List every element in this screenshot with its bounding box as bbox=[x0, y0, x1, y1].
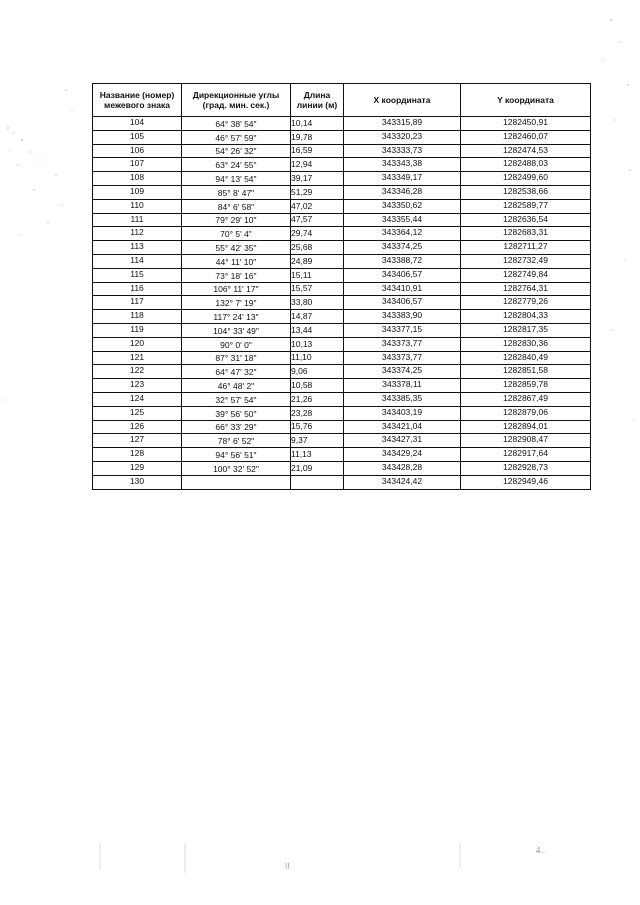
table-row bbox=[93, 130, 591, 144]
y-coordinate: 1282894,01 bbox=[461, 420, 591, 434]
direction-angle: 55° 42' 35" bbox=[182, 241, 291, 255]
header-angle bbox=[182, 84, 291, 117]
line-length: 25,68 bbox=[291, 241, 344, 255]
line-length: 29,74 bbox=[291, 227, 344, 241]
table-row bbox=[93, 365, 591, 379]
line-length: 10,13 bbox=[291, 337, 344, 351]
boundary-mark-name: 114 bbox=[93, 254, 182, 268]
y-coordinate: 1282450,91 bbox=[461, 117, 591, 131]
line-length: 24,89 bbox=[291, 254, 344, 268]
header-length-line2: линии (м) bbox=[296, 100, 338, 110]
line-length: 47,57 bbox=[291, 213, 344, 227]
boundary-mark-name: 109 bbox=[93, 185, 182, 199]
direction-angle: 39° 56' 50" bbox=[182, 406, 291, 420]
table-row bbox=[93, 392, 591, 406]
boundary-mark-name: 129 bbox=[93, 461, 182, 475]
direction-angle: 94° 56' 51" bbox=[182, 448, 291, 462]
direction-angle: 32° 57' 54" bbox=[182, 392, 291, 406]
x-coordinate: 343403,19 bbox=[344, 406, 461, 420]
boundary-mark-name: 119 bbox=[93, 323, 182, 337]
x-coordinate: 343424,42 bbox=[344, 475, 461, 489]
table-row bbox=[93, 117, 591, 131]
direction-angle: 46° 48' 2" bbox=[182, 379, 291, 393]
line-length: 9,06 bbox=[291, 365, 344, 379]
table-row bbox=[93, 351, 591, 365]
y-coordinate: 1282804,33 bbox=[461, 310, 591, 324]
boundary-mark-name: 123 bbox=[93, 379, 182, 393]
line-length: 39,17 bbox=[291, 172, 344, 186]
x-coordinate: 343350,62 bbox=[344, 199, 461, 213]
boundary-mark-name: 120 bbox=[93, 337, 182, 351]
boundary-mark-name: 111 bbox=[93, 213, 182, 227]
table-row bbox=[93, 434, 591, 448]
line-length: 51,29 bbox=[291, 185, 344, 199]
boundary-mark-name: 121 bbox=[93, 351, 182, 365]
y-coordinate: 1282830,36 bbox=[461, 337, 591, 351]
table-row bbox=[93, 241, 591, 255]
line-length: 21,26 bbox=[291, 392, 344, 406]
direction-angle: 84° 6' 58" bbox=[182, 199, 291, 213]
y-coordinate: 1282867,49 bbox=[461, 392, 591, 406]
boundary-mark-name: 125 bbox=[93, 406, 182, 420]
direction-angle: 117° 24' 13" bbox=[182, 310, 291, 324]
corner-mark: 4 bbox=[536, 846, 541, 855]
boundary-mark-name: 124 bbox=[93, 392, 182, 406]
direction-angle: 87° 31' 18" bbox=[182, 351, 291, 365]
boundary-mark-name: 122 bbox=[93, 365, 182, 379]
direction-angle: 132° 7' 19" bbox=[182, 296, 291, 310]
boundary-mark-name: 118 bbox=[93, 310, 182, 324]
x-coordinate: 343349,17 bbox=[344, 172, 461, 186]
direction-angle: 104° 33' 49" bbox=[182, 323, 291, 337]
table-row bbox=[93, 310, 591, 324]
line-length: 14,87 bbox=[291, 310, 344, 324]
x-coordinate: 343315,89 bbox=[344, 117, 461, 131]
boundary-mark-name: 117 bbox=[93, 296, 182, 310]
line-length: 10,14 bbox=[291, 117, 344, 131]
line-length: 13,44 bbox=[291, 323, 344, 337]
table-row bbox=[93, 158, 591, 172]
table-header-row bbox=[93, 84, 591, 117]
direction-angle bbox=[182, 475, 291, 489]
x-coordinate: 343320,23 bbox=[344, 130, 461, 144]
table-row bbox=[93, 213, 591, 227]
y-coordinate: 1282732,49 bbox=[461, 254, 591, 268]
line-length: 23,28 bbox=[291, 406, 344, 420]
x-coordinate: 343377,15 bbox=[344, 323, 461, 337]
table-row bbox=[93, 420, 591, 434]
direction-angle: 90° 0' 0" bbox=[182, 337, 291, 351]
table-row bbox=[93, 268, 591, 282]
line-length: 19,78 bbox=[291, 130, 344, 144]
footer-mark: !! bbox=[285, 862, 290, 871]
y-coordinate: 1282488,03 bbox=[461, 158, 591, 172]
y-coordinate: 1282817,35 bbox=[461, 323, 591, 337]
boundary-mark-name: 115 bbox=[93, 268, 182, 282]
x-coordinate: 343383,90 bbox=[344, 310, 461, 324]
table-row bbox=[93, 475, 591, 489]
boundary-mark-name: 116 bbox=[93, 282, 182, 296]
line-length: 15,57 bbox=[291, 282, 344, 296]
x-coordinate: 343346,28 bbox=[344, 185, 461, 199]
line-length: 10,58 bbox=[291, 379, 344, 393]
boundary-mark-name: 113 bbox=[93, 241, 182, 255]
y-coordinate: 1282474,53 bbox=[461, 144, 591, 158]
header-y: Y координата bbox=[461, 84, 591, 117]
table-row bbox=[93, 185, 591, 199]
line-length: 9,37 bbox=[291, 434, 344, 448]
direction-angle: 54° 26' 32" bbox=[182, 144, 291, 158]
direction-angle: 66° 33' 29" bbox=[182, 420, 291, 434]
line-length: 12,94 bbox=[291, 158, 344, 172]
y-coordinate: 1282764,31 bbox=[461, 282, 591, 296]
line-length: 16,59 bbox=[291, 144, 344, 158]
y-coordinate: 1282840,49 bbox=[461, 351, 591, 365]
table-row bbox=[93, 337, 591, 351]
table-row bbox=[93, 323, 591, 337]
direction-angle: 64° 38' 54" bbox=[182, 117, 291, 131]
x-coordinate: 343428,28 bbox=[344, 461, 461, 475]
x-coordinate: 343388,72 bbox=[344, 254, 461, 268]
boundary-mark-name: 130 bbox=[93, 475, 182, 489]
table-row bbox=[93, 199, 591, 213]
boundary-mark-name: 105 bbox=[93, 130, 182, 144]
line-length: 15,11 bbox=[291, 268, 344, 282]
direction-angle: 78° 6' 52" bbox=[182, 434, 291, 448]
x-coordinate: 343427,31 bbox=[344, 434, 461, 448]
table-row bbox=[93, 461, 591, 475]
line-length bbox=[291, 475, 344, 489]
y-coordinate: 1282851,58 bbox=[461, 365, 591, 379]
table-row bbox=[93, 282, 591, 296]
direction-angle: 64° 47' 32" bbox=[182, 365, 291, 379]
y-coordinate: 1282589,77 bbox=[461, 199, 591, 213]
direction-angle: 73° 18' 16" bbox=[182, 268, 291, 282]
table-row bbox=[93, 172, 591, 186]
table-row bbox=[93, 254, 591, 268]
x-coordinate: 343385,35 bbox=[344, 392, 461, 406]
x-coordinate: 343406,57 bbox=[344, 296, 461, 310]
header-x: X координата bbox=[344, 84, 461, 117]
header-name-line2: межевого знака bbox=[104, 100, 170, 110]
x-coordinate: 343355,44 bbox=[344, 213, 461, 227]
x-coordinate: 343378,11 bbox=[344, 379, 461, 393]
header-name bbox=[93, 84, 182, 117]
boundary-mark-name: 112 bbox=[93, 227, 182, 241]
header-length bbox=[291, 84, 344, 117]
x-coordinate: 343373,77 bbox=[344, 351, 461, 365]
x-coordinate: 343373,77 bbox=[344, 337, 461, 351]
line-length: 11,13 bbox=[291, 448, 344, 462]
header-length-line1: Длина bbox=[303, 90, 331, 100]
direction-angle: 46° 57' 59" bbox=[182, 130, 291, 144]
y-coordinate: 1282908,47 bbox=[461, 434, 591, 448]
line-length: 33,80 bbox=[291, 296, 344, 310]
direction-angle: 79° 29' 10" bbox=[182, 213, 291, 227]
x-coordinate: 343406,57 bbox=[344, 268, 461, 282]
boundary-mark-name: 106 bbox=[93, 144, 182, 158]
boundary-mark-name: 104 bbox=[93, 117, 182, 131]
boundary-mark-name: 128 bbox=[93, 448, 182, 462]
x-coordinate: 343374,25 bbox=[344, 241, 461, 255]
y-coordinate: 1282749,84 bbox=[461, 268, 591, 282]
direction-angle: 85° 8' 47" bbox=[182, 185, 291, 199]
y-coordinate: 1282917,64 bbox=[461, 448, 591, 462]
table-row bbox=[93, 296, 591, 310]
y-coordinate: 1282879,06 bbox=[461, 406, 591, 420]
header-angle-line2: (град. мин. сек.) bbox=[202, 100, 270, 110]
x-coordinate: 343343,38 bbox=[344, 158, 461, 172]
direction-angle: 63° 24' 55" bbox=[182, 158, 291, 172]
y-coordinate: 1282683,31 bbox=[461, 227, 591, 241]
y-coordinate: 1282928,73 bbox=[461, 461, 591, 475]
x-coordinate: 343421,04 bbox=[344, 420, 461, 434]
boundary-mark-name: 110 bbox=[93, 199, 182, 213]
boundary-mark-name: 108 bbox=[93, 172, 182, 186]
line-length: 11,10 bbox=[291, 351, 344, 365]
table-row bbox=[93, 144, 591, 158]
y-coordinate: 1282711,27 bbox=[461, 241, 591, 255]
table-row bbox=[93, 448, 591, 462]
boundary-mark-name: 107 bbox=[93, 158, 182, 172]
coordinates-table bbox=[92, 83, 591, 490]
x-coordinate: 343333,73 bbox=[344, 144, 461, 158]
boundary-mark-name: 127 bbox=[93, 434, 182, 448]
header-angle-line1: Дирекционные углы bbox=[192, 90, 280, 100]
direction-angle: 44° 11' 10" bbox=[182, 254, 291, 268]
line-length: 21,09 bbox=[291, 461, 344, 475]
y-coordinate: 1282859,78 bbox=[461, 379, 591, 393]
table-row bbox=[93, 406, 591, 420]
y-coordinate: 1282460,07 bbox=[461, 130, 591, 144]
line-length: 15,76 bbox=[291, 420, 344, 434]
y-coordinate: 1282779,26 bbox=[461, 296, 591, 310]
header-name-line1: Название (номер) bbox=[99, 90, 175, 100]
y-coordinate: 1282499,60 bbox=[461, 172, 591, 186]
boundary-mark-name: 126 bbox=[93, 420, 182, 434]
x-coordinate: 343410,91 bbox=[344, 282, 461, 296]
table-row bbox=[93, 227, 591, 241]
x-coordinate: 343429,24 bbox=[344, 448, 461, 462]
y-coordinate: 1282538,66 bbox=[461, 185, 591, 199]
y-coordinate: 1282949,46 bbox=[461, 475, 591, 489]
line-length: 47,02 bbox=[291, 199, 344, 213]
table-row bbox=[93, 379, 591, 393]
direction-angle: 94° 13' 54" bbox=[182, 172, 291, 186]
direction-angle: 70° 5' 4" bbox=[182, 227, 291, 241]
y-coordinate: 1282636,54 bbox=[461, 213, 591, 227]
x-coordinate: 343364,12 bbox=[344, 227, 461, 241]
direction-angle: 106° 11' 17" bbox=[182, 282, 291, 296]
x-coordinate: 343374,25 bbox=[344, 365, 461, 379]
direction-angle: 100° 32' 52" bbox=[182, 461, 291, 475]
